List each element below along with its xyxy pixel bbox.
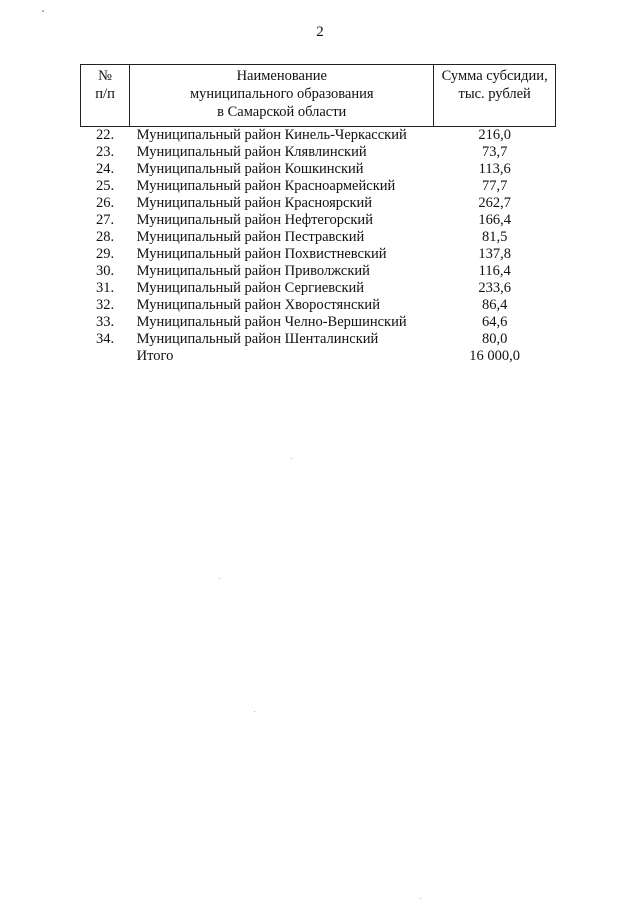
row-number: 32. — [96, 297, 115, 313]
row-name: Муниципальный район Хворостянский — [136, 297, 380, 313]
table-row — [81, 212, 556, 229]
row-sum: 116,4 — [478, 263, 511, 279]
row-number: 25. — [96, 178, 115, 194]
row-name: Муниципальный район Красноармейский — [136, 178, 396, 194]
row-sum: 73,7 — [481, 144, 508, 160]
scan-speck — [291, 458, 292, 459]
total-row — [81, 348, 556, 365]
row-name: Муниципальный район Кошкинский — [136, 161, 364, 177]
table-row — [81, 161, 556, 178]
row-name: Муниципальный район Челно-Вершинский — [136, 314, 407, 330]
header-name-line: муниципального образования — [189, 86, 374, 102]
table-row — [81, 178, 556, 195]
row-sum: 64,6 — [481, 314, 508, 330]
page-number: 2 — [316, 24, 324, 40]
row-name: Муниципальный район Похвистневский — [136, 246, 387, 262]
header-name-line: в Самарской области — [217, 104, 347, 120]
scan-speck — [219, 578, 220, 579]
row-sum: 113,6 — [478, 161, 511, 177]
row-sum: 80,0 — [481, 331, 508, 347]
row-name: Муниципальный район Красноярский — [136, 195, 373, 211]
row-number: 24. — [96, 161, 115, 177]
table-row — [81, 280, 556, 297]
row-sum: 137,8 — [478, 246, 511, 262]
table-row — [81, 229, 556, 246]
row-number: 26. — [96, 195, 115, 211]
row-number: 23. — [96, 144, 115, 160]
row-sum: 166,4 — [478, 212, 511, 228]
header-sum — [434, 65, 556, 127]
row-name: Муниципальный район Пестравский — [136, 229, 365, 245]
table-row — [81, 195, 556, 212]
row-name: Муниципальный район Шенталинский — [136, 331, 379, 347]
table-row — [81, 127, 556, 145]
header-sum-line: тыс. рублей — [458, 86, 531, 102]
row-number: 22. — [96, 127, 115, 143]
header-name — [130, 65, 434, 127]
row-name: Муниципальный район Нефтегорский — [136, 212, 373, 228]
row-sum: 216,0 — [478, 127, 511, 143]
row-name: Муниципальный район Приволжский — [136, 263, 370, 279]
table-row — [81, 297, 556, 314]
total-number — [81, 348, 130, 365]
total-label: Итого — [136, 348, 174, 364]
subsidy-table — [80, 64, 556, 365]
scan-speck — [254, 711, 255, 712]
scan-speck — [420, 898, 421, 899]
row-name: Муниципальный район Клявлинский — [136, 144, 367, 160]
row-sum: 86,4 — [481, 297, 508, 313]
table-row — [81, 246, 556, 263]
header-number-line: п/п — [95, 86, 115, 102]
row-number: 29. — [96, 246, 115, 262]
table-row — [81, 331, 556, 348]
table-body — [81, 127, 556, 366]
table-row — [81, 314, 556, 331]
scan-speck — [42, 10, 44, 12]
table-row — [81, 144, 556, 161]
table-header — [81, 65, 556, 127]
header-row — [81, 65, 556, 127]
row-sum: 233,6 — [478, 280, 511, 296]
row-name: Муниципальный район Сергиевский — [136, 280, 365, 296]
total-sum: 16 000,0 — [469, 348, 521, 364]
table-row — [81, 263, 556, 280]
header-sum-line: Сумма субсидии, — [441, 68, 548, 84]
row-name: Муниципальный район Кинель-Черкасский — [136, 127, 407, 143]
row-number: 27. — [96, 212, 115, 228]
row-number: 31. — [96, 280, 115, 296]
row-sum: 77,7 — [481, 178, 508, 194]
row-sum: 81,5 — [481, 229, 508, 245]
row-number: 30. — [96, 263, 115, 279]
row-number: 34. — [96, 331, 115, 347]
header-number — [81, 65, 130, 127]
row-sum: 262,7 — [478, 195, 511, 211]
header-name-line: Наименование — [236, 68, 327, 84]
row-number: 33. — [96, 314, 115, 330]
row-number: 28. — [96, 229, 115, 245]
header-number-line: № — [98, 68, 112, 84]
